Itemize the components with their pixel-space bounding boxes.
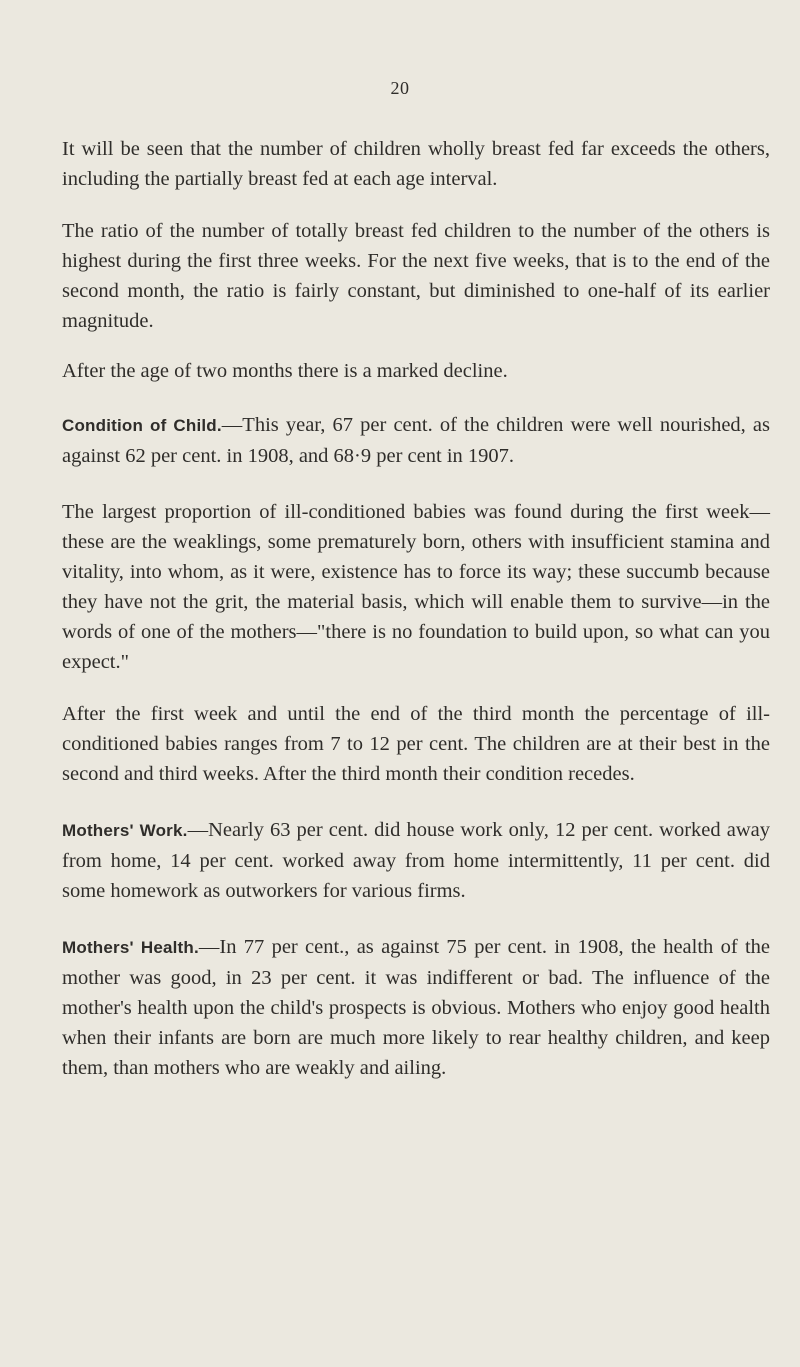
page-number: 20 [390,78,410,98]
heading-dash: — [221,414,243,436]
mothers-work-text: Nearly 63 per cent. did house work only, 12 per cent. worked away from home, 14 per cent. worked away from home intermittently, 11 per cent. did some homework as outworkers for various firms. [62,819,770,902]
condition-of-child-text: This year, 67 per cent. of the children were well nourished, as against 62 per cent. in 1908, and 68·9 per cent in 1907. [62,414,770,467]
heading-dash: — [198,936,220,958]
paragraph-condition-of-child [62,410,770,471]
paragraph-breast-fed-summary: It will be seen that the number of children wholly breast fed far exceeds the others, including the partially breast fed at each age interval. [62,138,770,190]
paragraph-first-week-percentage: After the first week and until the end of the third month the percentage of ill-conditioned babies ranges from 7 to 12 per cent. The children are at their best in the second and third weeks. After the third month their condition recedes. [62,703,770,785]
section-heading-condition-of-child: Condition of Child. [62,416,222,435]
heading-dash: — [187,819,209,841]
paragraph-ill-conditioned-babies: The largest proportion of ill-conditioned babies was found during the first week—these are the weaklings, some prematurely born, others with insufficient stamina and vitality, into whom, as it were, existence has to force its way; these succumb because they have not the grit, the material basis, which will enable them to survive—in the words of one of the mothers—"there is no foundation to build upon, so what can you expect." [62,501,770,673]
section-heading-mothers-health: Mothers' Health. [62,938,199,957]
paragraph-mothers-health [62,932,770,1083]
paragraph-breast-fed-ratio: The ratio of the number of totally breast fed children to the number of the others is highest during the first three weeks. For the next five weeks, that is to the end of the second month, the ratio is fairly constant, but diminished to one-half of its earlier magnitude. [62,220,770,332]
section-heading-mothers-work: Mothers' Work. [62,821,188,840]
paragraph-mothers-work [62,815,770,906]
body-text [62,134,770,1107]
paragraph-two-months-decline: After the age of two months there is a marked decline. [62,360,508,382]
mothers-health-text: In 77 per cent., as against 75 per cent. in 1908, the health of the mother was good, in 23 per cent. it was indifferent or bad. The influence of the mother's health upon the child's prospects is obvious. Mothers who enjoy good health when their infants are born are much more likely to rear healthy children, and keep them, than mothers who are weakly and ailing. [62,936,770,1079]
